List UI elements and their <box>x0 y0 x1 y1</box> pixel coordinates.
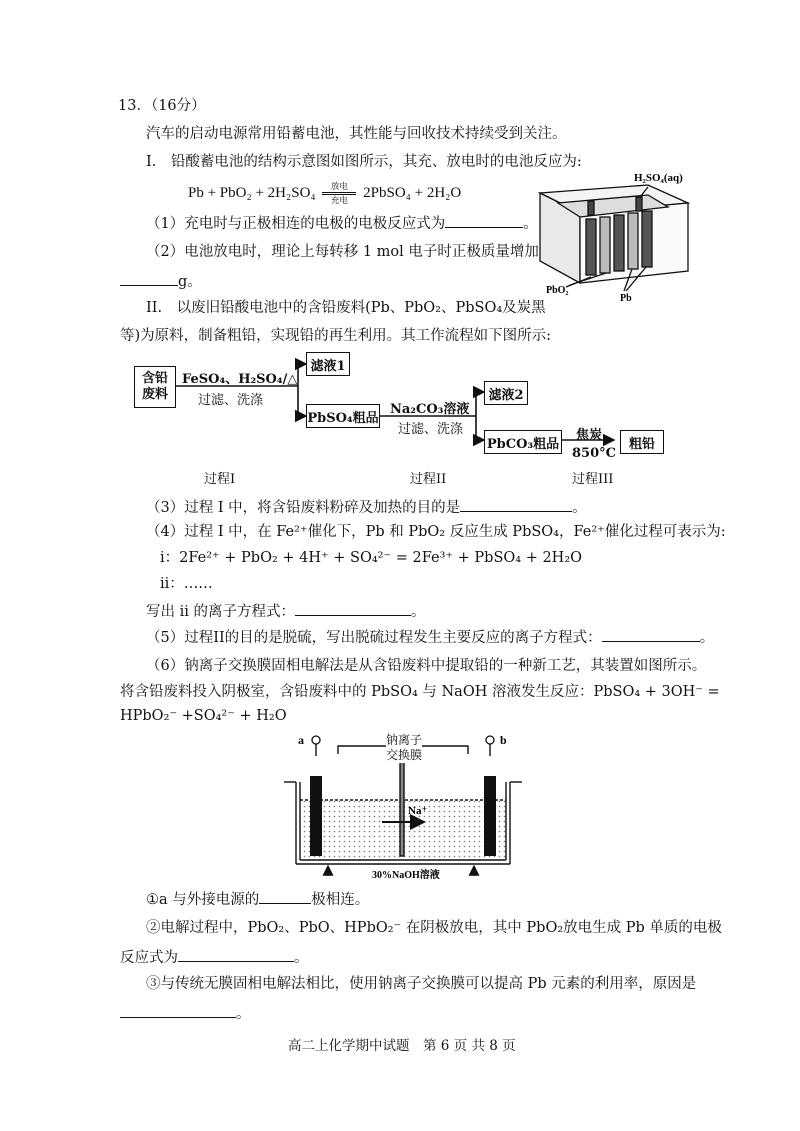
question-2: （2）电池放电时，理论上每转移 1 mol 电子时正极质量增加 <box>146 244 539 260</box>
product-box: 粗铅 <box>620 430 664 454</box>
question-1 <box>146 212 538 234</box>
question-4: （4）过程 I 中，在 Fe²⁺催化下，Pb 和 PbO₂ 反应生成 PbSO₄，Fe²⁺催化过程可表示为: <box>146 524 726 540</box>
q5-text: （5）过程II的目的是脱硫，写出脱硫过程发生主要反应的离子方程式： <box>146 630 602 646</box>
answer-blank-q1[interactable] <box>445 212 523 228</box>
terminal-b-label: b <box>500 733 507 747</box>
reaction-right: 2PbSO₄ + 2H₂O <box>363 184 462 201</box>
question-4-step-i: i：2Fe²⁺ + PbO₂ + 4H⁺ + SO₄²⁻ = 2Fe³⁺ + PbSO₄ + 2H₂O <box>160 550 583 566</box>
answer-blank-6-3[interactable] <box>120 1002 236 1018</box>
lead-acid-battery-diagram <box>528 165 700 305</box>
question-intro: 汽车的启动电源常用铅蓄电池，其性能与回收技术持续受到关注。 <box>146 126 567 142</box>
answer-blank-q4[interactable] <box>295 600 411 616</box>
question-4-step-ii: ii：…… <box>160 576 213 592</box>
stage-1-label: 过程I <box>204 472 236 487</box>
membrane-label <box>386 733 422 763</box>
q4-ask-end: 。 <box>411 604 426 620</box>
question-5 <box>146 626 714 648</box>
battery-reaction <box>188 182 461 205</box>
question-3 <box>146 496 587 518</box>
answer-blank-6-1[interactable] <box>259 888 311 904</box>
q3-text: （3）过程 I 中，将含铅废料粉碎及加热的目的是 <box>146 500 461 516</box>
question-6-2-line2 <box>120 946 309 968</box>
label-pbo2: PbO₂ <box>546 285 569 296</box>
membrane-label-line2: 交换膜 <box>386 748 423 762</box>
q3-end: 。 <box>572 500 587 516</box>
filtrate-2-box: 滤液2 <box>484 381 528 405</box>
q1-end: 。 <box>523 216 538 232</box>
crude-pbco3-box: PbCO₃粗品 <box>484 430 562 454</box>
electrolyte-label: 30%NaOH溶液 <box>372 870 440 881</box>
label-acid: H₂SO₄(aq) <box>634 172 683 184</box>
reversible-arrow <box>322 182 356 205</box>
start-line1: 含铅 <box>141 371 168 386</box>
s1-end: 极相连。 <box>311 892 370 908</box>
question-6-1 <box>146 888 369 910</box>
question-6-3-line1: ③与传统无膜固相电解法相比，使用钠离子交换膜可以提高 Pb 元素的利用率，原因是 <box>146 976 697 992</box>
part2-line1: II. 以废旧铅酸电池中的含铅废料(Pb、PbO₂、PbSO₄及炭黑 <box>146 300 546 316</box>
answer-blank-6-2[interactable] <box>178 946 294 962</box>
flow-start-box <box>134 366 176 408</box>
membrane-label-line1: 钠离子 <box>386 733 423 747</box>
crude-pbso4-box: PbSO₄粗品 <box>306 404 380 428</box>
question-6-2-line1: ②电解过程中，PbO₂、PbO、HPbO₂⁻ 在阴极放电，其中 PbO₂放电生成 Pb 单质的电极 <box>146 920 722 936</box>
start-line2: 废料 <box>141 387 168 402</box>
s1-text: ①a 与外接电源的 <box>146 892 260 908</box>
reagent-2: Na₂CO₃溶液 <box>390 402 470 417</box>
stage-3-label: 过程III <box>572 472 614 487</box>
s3-end: 。 <box>236 1006 251 1022</box>
reaction-left: Pb + PbO₂ + 2H₂SO₄ <box>188 184 316 201</box>
reagent-1: FeSO₄、H₂SO₄/△ <box>182 372 298 387</box>
q4-ask-text: 写出 ii 的离子方程式： <box>146 604 295 620</box>
answer-blank-q5[interactable] <box>602 626 700 642</box>
question-2-answer <box>120 270 202 292</box>
part1-heading: I. 铅酸蓄电池的结构示意图如图所示，其充、放电时的电池反应为: <box>146 154 582 170</box>
part2-line2: 等)为原料，制备粗铅，实现铅的再生利用。其工作流程如下图所示: <box>120 328 552 344</box>
s2-end: 。 <box>294 950 309 966</box>
question-6-line1: （6）钠离子交换膜固相电解法是从含铅废料中提取铅的一种新工艺，其装置如图所示。 <box>146 658 707 674</box>
answer-blank-q2[interactable] <box>120 270 178 286</box>
question-4-ask <box>146 600 426 622</box>
sodium-ion-label: Na⁺ <box>408 805 428 817</box>
arrow-bottom-label: 充电 <box>330 195 348 205</box>
page-footer: 高二上化学期中试题 第 6 页 共 8 页 <box>288 1038 516 1054</box>
operation-2: 过滤、洗涤 <box>398 422 464 437</box>
question-6-line3: HPbO₂⁻ +SO₄²⁻ + H₂O <box>120 708 287 724</box>
q2-end: g。 <box>178 274 202 290</box>
q1-text: （1）充电时与正极相连的电极的电极反应式为 <box>146 216 446 232</box>
filtrate-1-box: 滤液1 <box>306 352 350 376</box>
question-6-line2: 将含铅废料投入阴极室，含铅废料中的 PbSO₄ 与 NaOH 溶液发生反应：PbSO₄ + 3OH⁻ = <box>120 684 720 700</box>
stage-2-label: 过程II <box>410 472 447 487</box>
answer-blank-q3[interactable] <box>460 496 572 512</box>
s2-text: 反应式为 <box>120 950 178 966</box>
terminal-a-label: a <box>298 733 304 747</box>
question-number: 13．（16分） <box>118 98 206 114</box>
question-6-3-line2 <box>120 1002 251 1024</box>
reagent-3: 焦炭 <box>576 428 603 443</box>
label-pb: Pb <box>620 293 632 304</box>
arrow-top-label: 放电 <box>330 181 348 191</box>
operation-1: 过滤、洗涤 <box>198 393 264 408</box>
q5-end: 。 <box>699 630 715 646</box>
reaction-temperature: 850°C <box>572 446 616 461</box>
